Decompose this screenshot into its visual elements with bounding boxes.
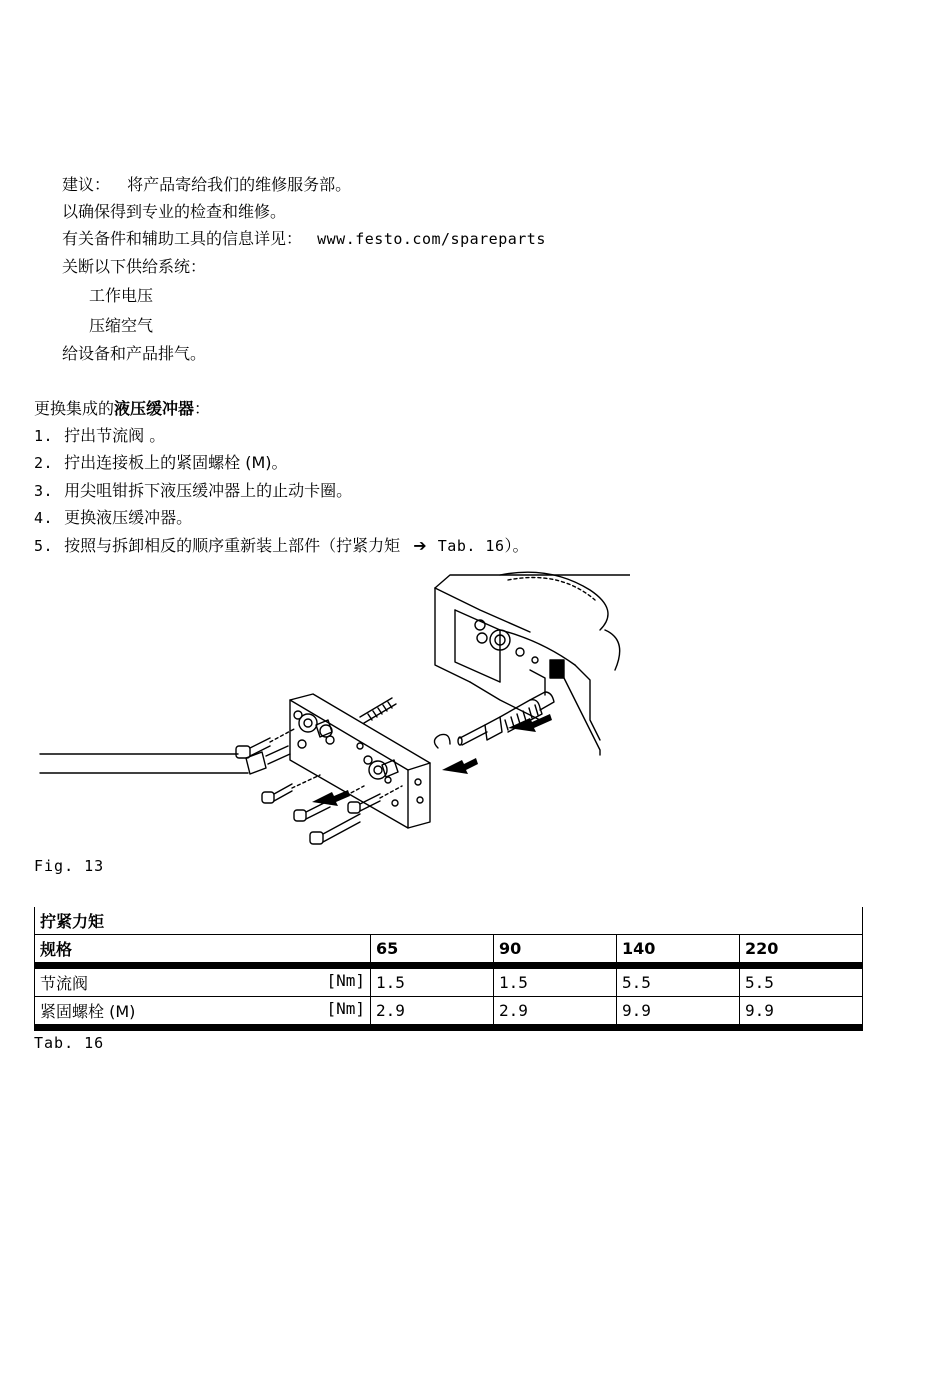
figure-caption: Fig. 13 [34, 857, 105, 875]
advice-text: 将产品寄给我们的维修服务部。 [127, 175, 352, 194]
spareparts-line [62, 229, 546, 249]
step-number: 3. [34, 482, 54, 500]
size-90: 90 [494, 935, 617, 966]
table-cell: 5.5 [740, 966, 863, 997]
step-text: 用尖咀钳拆下液压缓冲器上的止动卡圈。 [64, 481, 353, 500]
step-text-end: ）。 [504, 536, 529, 555]
size-65: 65 [371, 935, 494, 966]
step-number: 4. [34, 509, 54, 527]
arrow-right-icon: ➔ [413, 536, 427, 555]
section-heading-bold: 液压缓冲器 [114, 399, 195, 418]
step-number: 1. [34, 427, 54, 445]
shutoff-line: 关断以下供给系统： [62, 257, 207, 276]
table-cell: 1.5 [371, 966, 494, 997]
step-text: 更换液压缓冲器。 [64, 508, 193, 527]
spareparts-text: 有关备件和辅助工具的信息详见： [62, 229, 303, 248]
hydraulic-shock-absorber [458, 692, 554, 745]
table-title-row [35, 907, 863, 935]
table-row [35, 997, 863, 1028]
shock-absorber-replacement-drawing [30, 570, 630, 860]
advice-label: 建议： [62, 175, 111, 194]
row-unit: [Nm] [326, 971, 365, 990]
size-header-label: 规格 [35, 935, 371, 966]
section-heading-suffix: ： [194, 399, 211, 418]
torque-table [34, 907, 863, 1031]
size-220: 220 [740, 935, 863, 966]
step-number: 2. [34, 454, 54, 472]
row-label: 紧固螺栓 (M) [40, 1002, 136, 1021]
table-cell: 2.9 [494, 997, 617, 1028]
step-5 [34, 536, 529, 556]
row-label: 节流阀 [40, 974, 89, 993]
table-cell: 2.9 [371, 997, 494, 1028]
table-cell: 5.5 [617, 966, 740, 997]
threaded-stud [360, 698, 396, 723]
table-cell: 9.9 [740, 997, 863, 1028]
arrow-icon [312, 714, 552, 806]
spareparts-url[interactable]: www.festo.com/spareparts [317, 230, 546, 248]
table-reference[interactable]: Tab. 16 [437, 537, 505, 555]
step-number: 5. [34, 537, 54, 555]
advice-line-2: 以确保得到专业的检查和维修。 [62, 202, 287, 221]
table-cell: 9.9 [617, 997, 740, 1028]
step-text: 拧出连接板上的紧固螺栓 (M)。 [64, 453, 288, 472]
step-1 [34, 426, 165, 446]
table-caption: Tab. 16 [34, 1034, 105, 1052]
row-label-cell [35, 997, 371, 1028]
table-cell: 1.5 [494, 966, 617, 997]
table-title: 拧紧力矩 [35, 907, 863, 935]
table-row [35, 966, 863, 997]
section-heading [34, 399, 210, 419]
retaining-ring [434, 734, 450, 748]
row-label-cell [35, 966, 371, 997]
step-2 [34, 453, 288, 473]
section-heading-prefix: 更换集成的 [34, 399, 115, 418]
step-text: 拧出节流阀 。 [64, 426, 166, 445]
throttle-valve [316, 720, 398, 777]
fastening-screw [246, 746, 290, 774]
fastening-screw [310, 814, 360, 844]
supply-item-voltage: 工作电压 [89, 286, 154, 305]
supply-item-air: 压缩空气 [89, 316, 154, 335]
step-text: 按照与拆卸相反的顺序重新装上部件（拧紧力矩 [64, 536, 401, 555]
size-140: 140 [617, 935, 740, 966]
fastening-screw [294, 800, 330, 821]
step-3 [34, 481, 352, 501]
step-4 [34, 508, 192, 528]
exhaust-line: 给设备和产品排气。 [62, 344, 207, 363]
advice-line [62, 175, 351, 195]
fastening-screw [262, 784, 292, 803]
row-unit: [Nm] [326, 999, 365, 1018]
table-header-row [35, 935, 863, 966]
